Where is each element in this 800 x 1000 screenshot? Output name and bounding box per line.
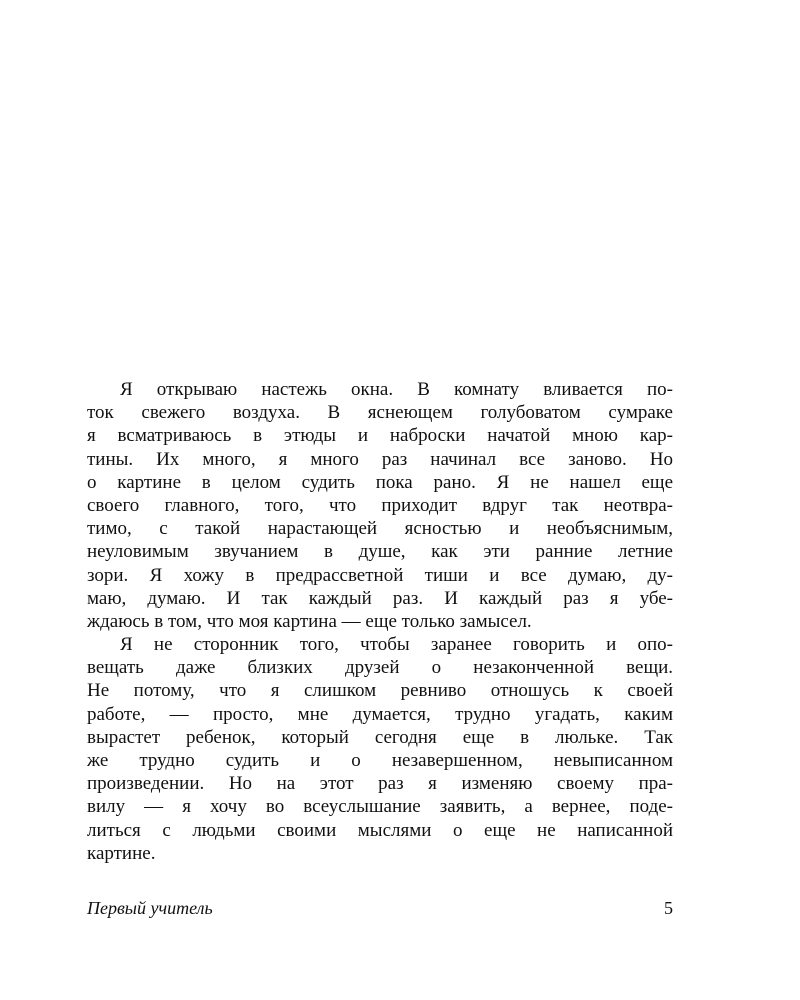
- body-text: [87, 378, 673, 865]
- text-line: Не потому, что я слишком ревниво отношусь к своей: [87, 680, 673, 702]
- text-line: Я открываю настежь окна. В комнату вливается по-: [120, 379, 673, 400]
- text-line: о картине в целом судить пока рано. Я не нашел еще: [87, 471, 673, 493]
- text-line: своего главного, того, что приходит вдруг так неотвра-: [87, 494, 673, 516]
- text-line: произведении. Но на этот раз я изменяю своему пра-: [87, 773, 673, 795]
- text-line: вырастет ребенок, который сегодня еще в люльке. Так: [87, 726, 673, 748]
- text-line: ток свежего воздуха. В яснеющем голубоватом сумраке: [87, 402, 673, 424]
- text-line: картине.: [87, 842, 156, 864]
- text-line: вещать даже близких друзей о незаконченной вещи.: [87, 657, 673, 679]
- text-line: ждаюсь в том, что моя картина — еще только замысел.: [87, 610, 532, 632]
- text-line: вилу — я хочу во всеуслышание заявить, а вернее, поде-: [87, 796, 673, 818]
- paragraph: [87, 633, 673, 865]
- text-line: же трудно судить и о незавершенном, невыписанном: [87, 750, 673, 771]
- text-line: неуловимым звучанием в душе, как эти ранние летние: [87, 541, 673, 563]
- text-line: тины. Их много, я много раз начинал все заново. Но: [87, 448, 673, 470]
- text-line: зори. Я хожу в предрассветной тиши и все думаю, ду-: [87, 564, 673, 586]
- text-line: Я не сторонник того, чтобы заранее говорить и опо-: [120, 634, 673, 656]
- text-line: я всматриваюсь в этюды и наброски начатой мною кар-: [87, 425, 673, 447]
- text-line: маю, думаю. И так каждый раз. И каждый раз я убе-: [87, 587, 673, 609]
- page-footer: [87, 896, 673, 920]
- page-number: 5: [664, 898, 673, 918]
- paragraph: [87, 378, 673, 633]
- text-line: работе, — просто, мне думается, трудно угадать, каким: [87, 703, 673, 725]
- running-title: Первый учитель: [87, 898, 213, 918]
- text-line: тимо, с такой нарастающей ясностью и необъяснимым,: [87, 518, 673, 540]
- text-line: литься с людьми своими мыслями о еще не написанной: [87, 819, 673, 841]
